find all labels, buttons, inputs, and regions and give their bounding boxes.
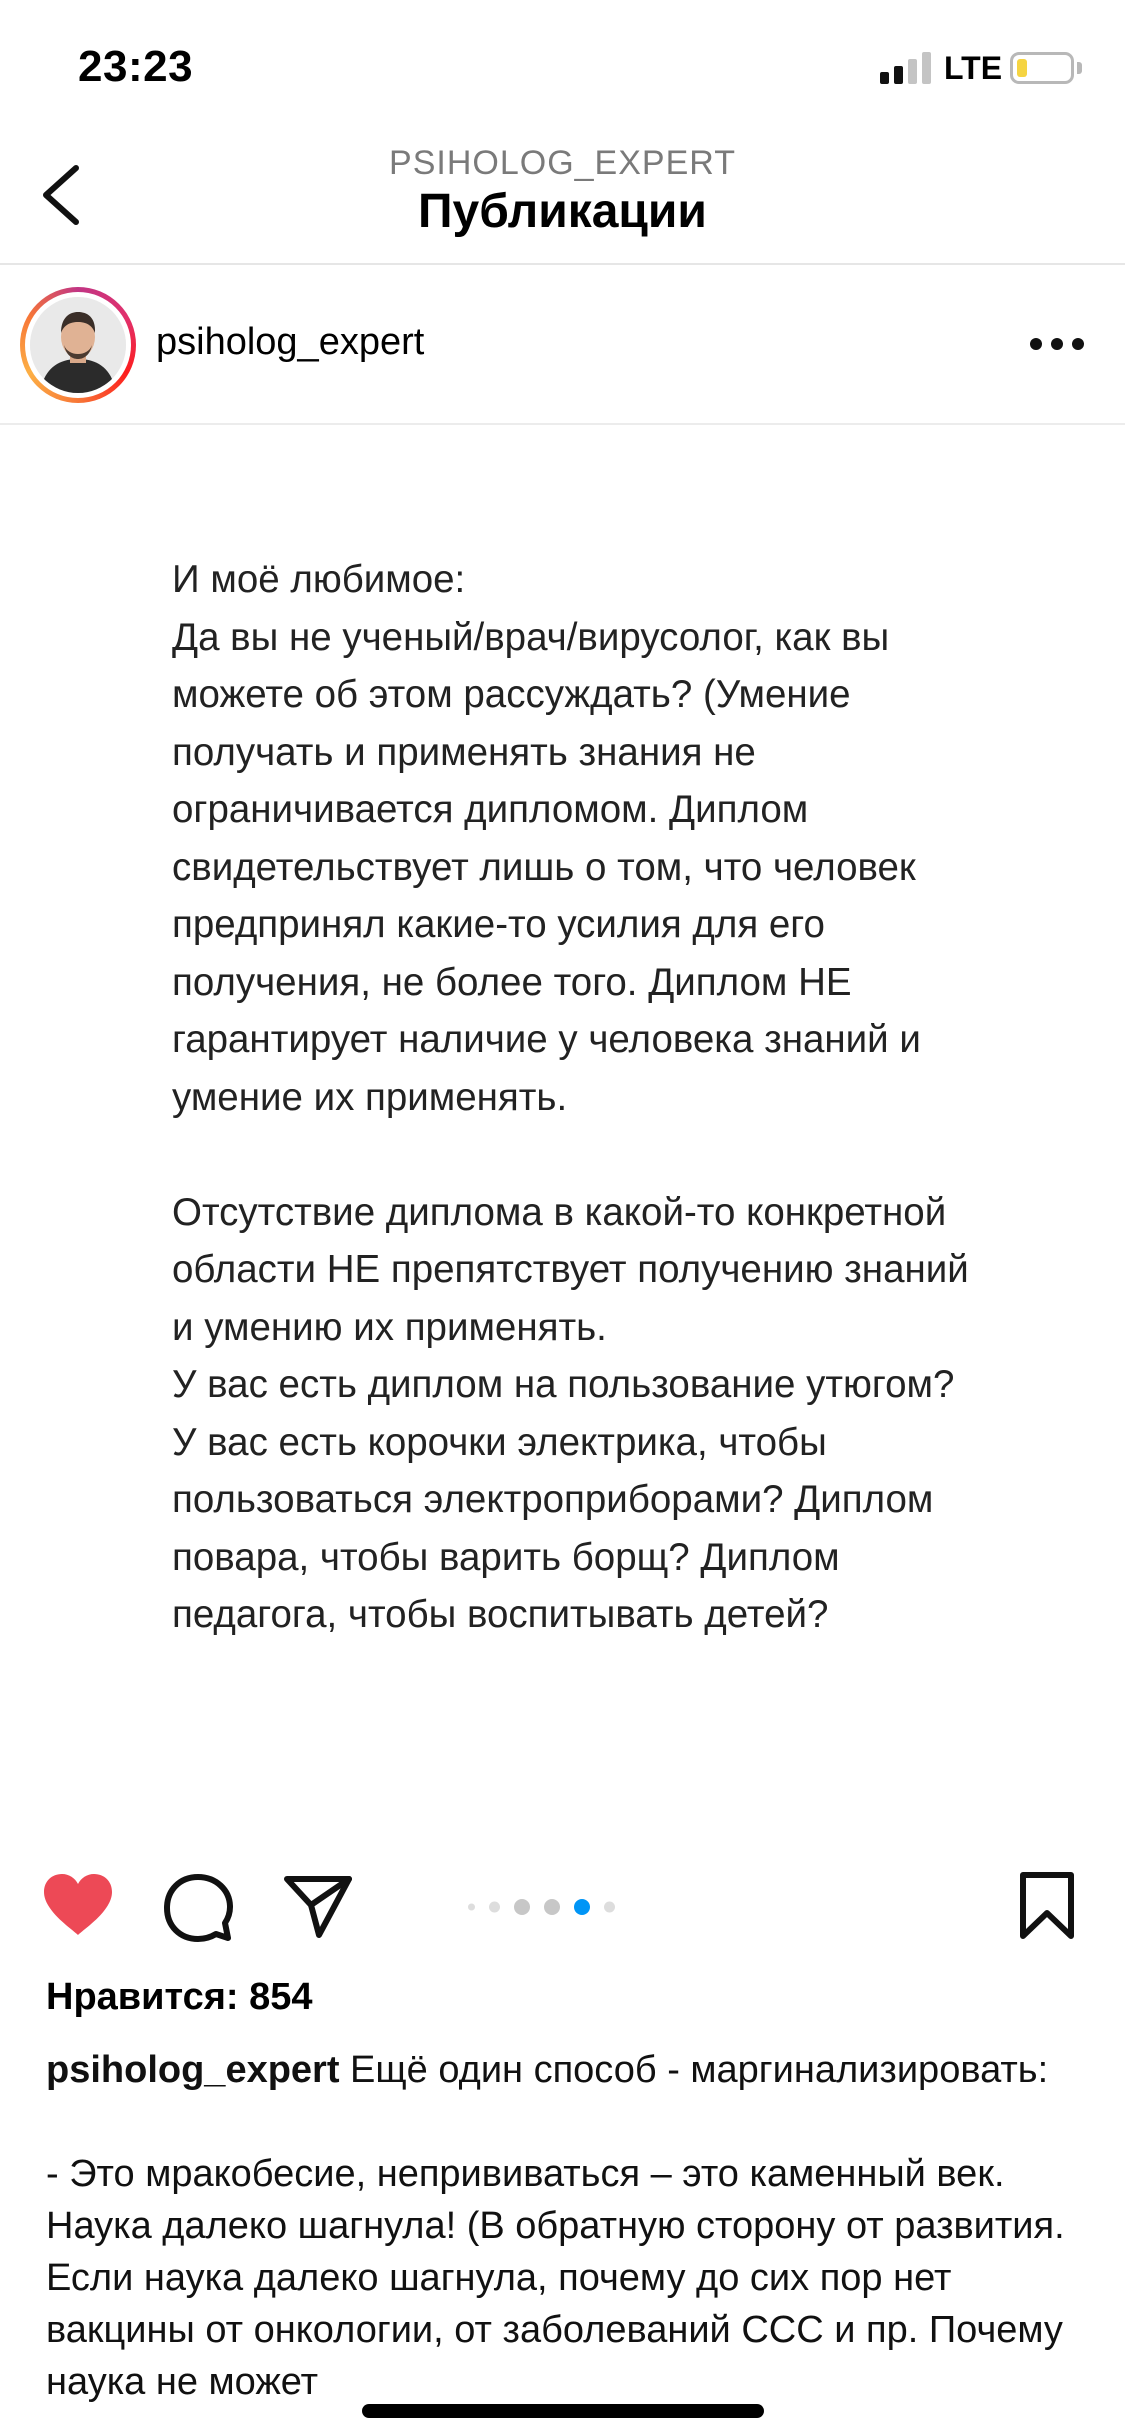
caption-first-line: Ещё один способ - маргинализировать: <box>339 2049 1049 2091</box>
home-indicator <box>362 2404 764 2418</box>
heart-icon[interactable] <box>42 1873 114 1937</box>
carousel-dot <box>574 1899 590 1915</box>
page-title: Публикации <box>418 185 707 238</box>
caption-paragraph: - Это мракобесие, непрививаться – это каменный век. Наука далеко шагнула! (В обратную сторону от развития. Если наука далеко шагнула, почему до сих пор нет вакцины от онкологии, от заболеваний ССС и пр. Почему наука не может <box>46 2153 1065 2403</box>
post-header <box>0 265 1125 425</box>
post-image-text: И моё любимое: Да вы не ученый/врач/вирусолог, как вы можете об этом рассуждать? (Умение получать и применять знания не ограничивается дипломом. Диплом свидетельствует лишь о том, что человек предпринял какие-то усилия для его получения, не более того. Диплом НЕ гарантирует наличие у человека знаний и умение их применять. Отсутствие диплома в какой-то конкретной области НЕ препятствует получению знаний и умению их применять. У вас есть диплом на пользование утюгом? У вас есть корочки электрика, чтобы пользоваться электроприборами? Диплом повара, чтобы варить борщ? Диплом педагога, чтобы воспитывать детей? <box>172 558 969 1636</box>
comment-icon[interactable] <box>163 1873 233 1943</box>
carousel-dot <box>468 1904 475 1911</box>
network-label: LTE <box>944 50 1003 86</box>
signal-icon <box>880 52 934 84</box>
story-ring[interactable] <box>20 287 136 403</box>
status-time: 23:23 <box>78 42 194 91</box>
battery-tip <box>1077 62 1082 74</box>
caption-username[interactable]: psiholog_expert <box>46 2049 340 2091</box>
post-image[interactable] <box>0 427 1125 1843</box>
carousel-dot <box>514 1899 530 1915</box>
status-bar <box>0 0 1125 130</box>
post-caption <box>46 2044 1096 2408</box>
nav-subtitle: PSIHOLOG_EXPERT <box>389 144 736 182</box>
carousel-dot <box>604 1902 615 1913</box>
battery-fill <box>1017 59 1027 77</box>
battery-icon <box>1010 52 1074 84</box>
share-icon[interactable] <box>283 1873 353 1939</box>
carousel-indicator <box>468 1899 628 1915</box>
avatar[interactable] <box>30 297 126 393</box>
post-username[interactable]: psiholog_expert <box>156 321 425 363</box>
carousel-dot <box>544 1899 560 1915</box>
action-bar <box>0 1843 1125 1963</box>
likes-count[interactable]: Нравится: 854 <box>46 1976 313 2018</box>
carousel-dot <box>489 1902 500 1913</box>
bookmark-icon[interactable] <box>1018 1871 1076 1941</box>
ellipsis-icon[interactable] <box>1030 335 1084 353</box>
nav-header <box>0 130 1125 265</box>
